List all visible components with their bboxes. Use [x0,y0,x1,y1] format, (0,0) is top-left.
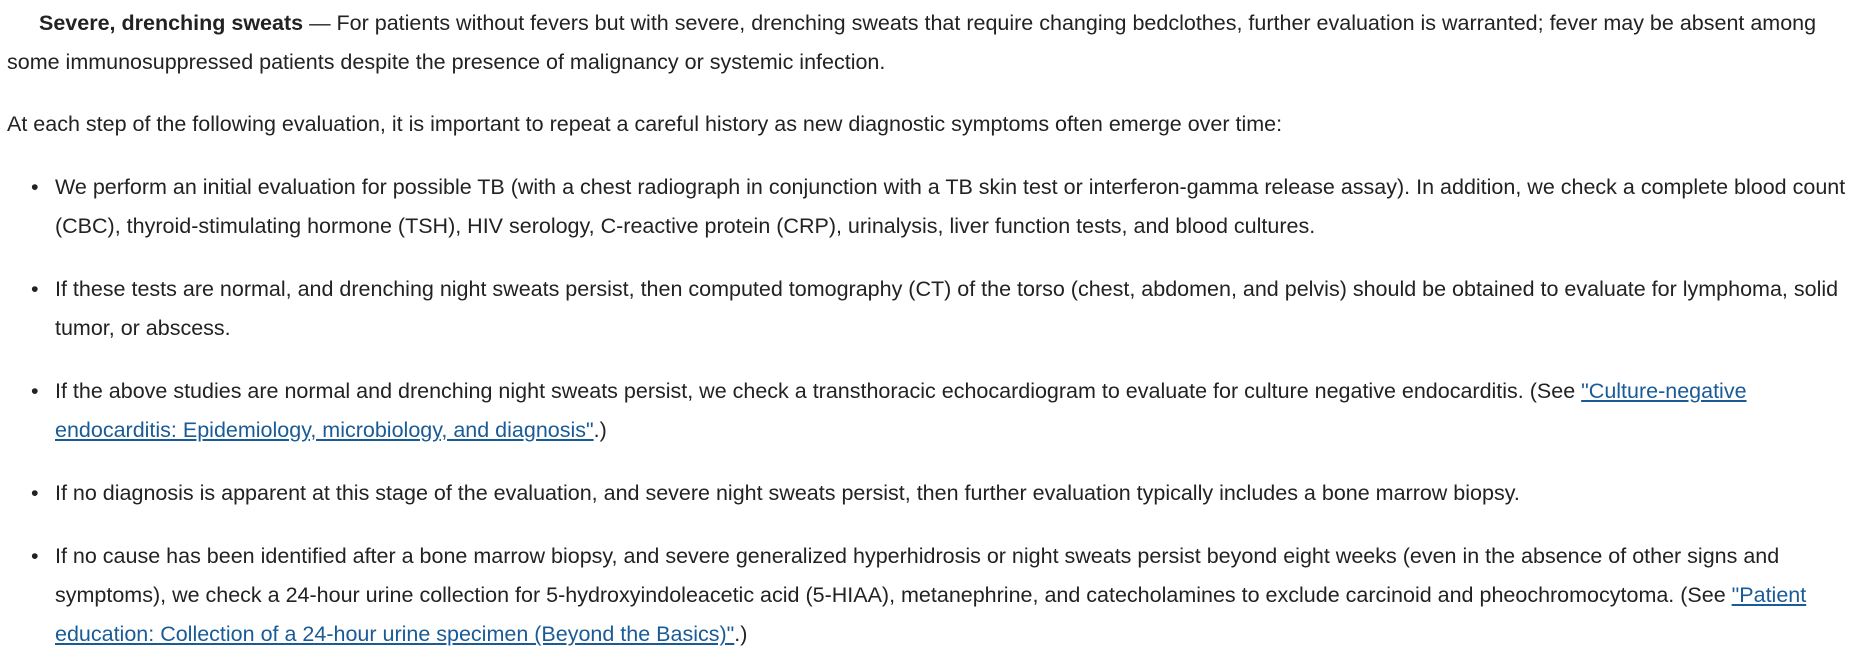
culture-negative-endocarditis-link[interactable]: "Culture-negative endocarditis: Epidemiology, microbiology, and diagnosis" [55,379,1747,442]
intro-dash: — [303,11,337,35]
intro-text: For patients without fevers but with severe, drenching sweats that require changing bedclothes, further evaluation is warranted; fever may be absent among some immunosuppressed patients despite the presence of malignancy or systemic infection. [7,11,1817,74]
bullet-icon: • [31,379,39,403]
list-item [7,474,1867,513]
step-text: We perform an initial evaluation for possible TB (with a chest radiograph in conjunction with a TB skin test or interferon-gamma release assay). In addition, we check a complete blood count (CBC), thyroid-stimulating hormone (TSH), HIV serology, C-reactive protein (CRP), urinalysis, liver function tests, and blood cultures. [55,175,1846,238]
evaluation-steps-list [7,168,1867,654]
list-item [7,372,1867,450]
intro-paragraph [7,4,1867,82]
bullet-icon: • [31,175,39,199]
bullet-icon: • [31,481,39,505]
step-text-after: .) [734,622,748,646]
list-item [7,537,1867,654]
list-item [7,168,1867,246]
intro-heading: Severe, drenching sweats [39,11,304,35]
bullet-icon: • [31,544,39,568]
lead-in-paragraph: At each step of the following evaluation, it is important to repeat a careful history as new diagnostic symptoms often emerge over time: [7,112,1283,136]
step-text: If the above studies are normal and drenching night sweats persist, we check a transthoracic echocardiogram to evaluate for culture negative endocarditis. (See [55,379,1582,403]
list-item [7,270,1867,348]
bullet-icon: • [31,277,39,301]
step-text-after: .) [593,418,607,442]
urine-specimen-patient-education-link[interactable]: "Patient education: Collection of a 24-hour urine specimen (Beyond the Basics)" [55,583,1807,646]
step-text: If no cause has been identified after a bone marrow biopsy, and severe generalized hyperhidrosis or night sweats persist beyond eight weeks (even in the absence of other signs and symptoms), we check a 24-hour urine collection for 5-hydroxyindoleacetic acid (5-HIAA), metanephrine, and catecholamines to exclude carcinoid and pheochromocytoma. (See [55,544,1780,607]
step-text: If no diagnosis is apparent at this stage of the evaluation, and severe night sweats persist, then further evaluation typically includes a bone marrow biopsy. [55,481,1520,505]
step-text: If these tests are normal, and drenching night sweats persist, then computed tomography (CT) of the torso (chest, abdomen, and pelvis) should be obtained to evaluate for lymphoma, solid tumor, or abscess. [55,277,1839,340]
